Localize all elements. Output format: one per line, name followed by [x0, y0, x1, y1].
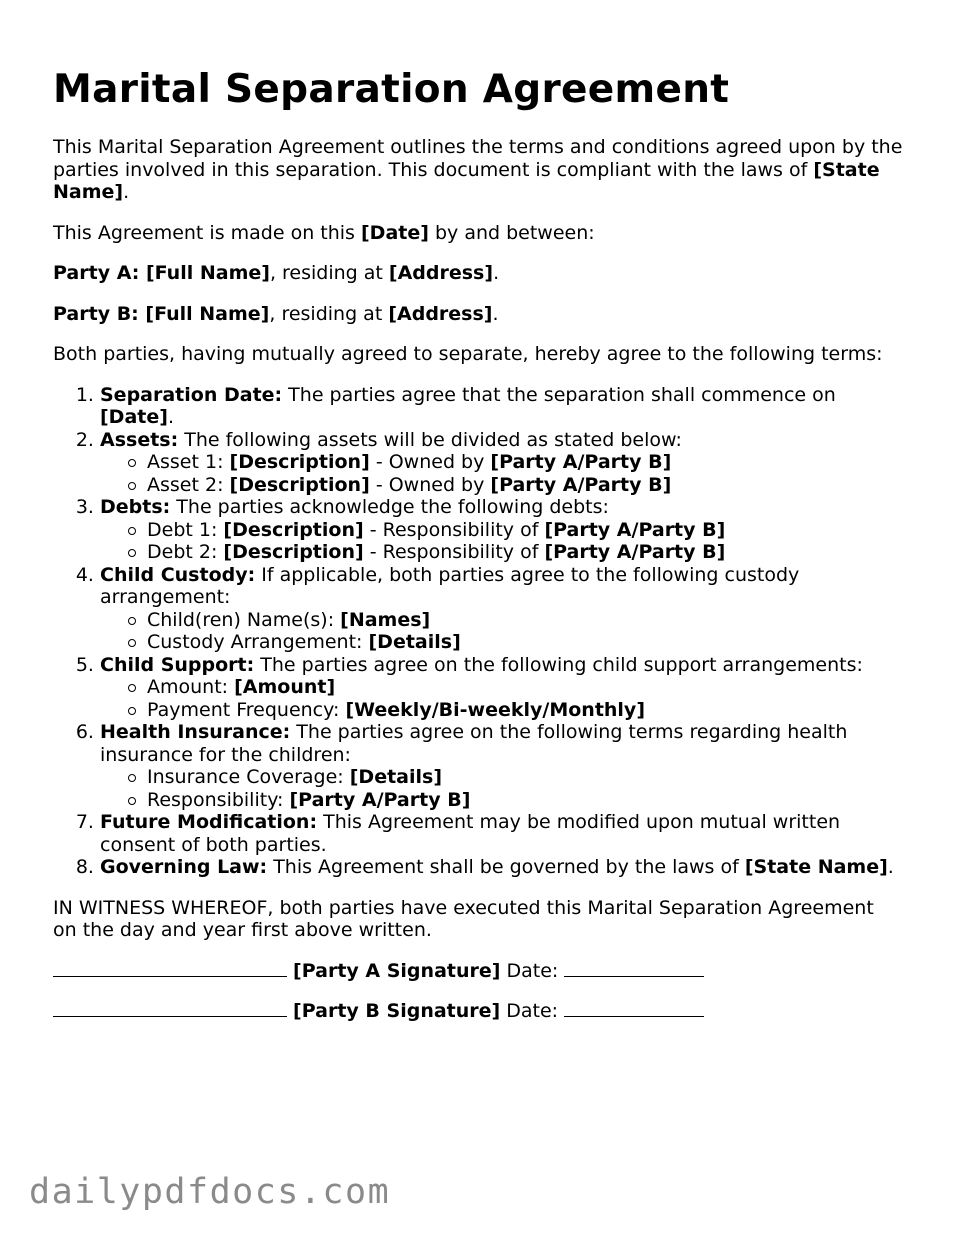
date-label: Date:: [506, 959, 559, 982]
party-b-signature-label: [Party B Signature]: [293, 1000, 501, 1022]
witness-paragraph: IN WITNESS WHEREOF, both parties have executed this Marital Separation Agreement on the day and year first above written.: [53, 896, 874, 941]
party-b-address: [Address]: [388, 302, 493, 325]
term-separation-date: 1. Separation Date: The parties agree that the separation shall commence on [Date].: [100, 384, 903, 429]
document-page: [53, 66, 903, 1041]
party-a-signature-row: [53, 960, 903, 983]
page-title: Marital Separation Agreement: [53, 67, 730, 112]
support-sublist: [100, 676, 903, 721]
term-assets: 2. Assets: The following assets will be divided as stated below: Asset 1: [Description] - Owned by [Party A/Party B] Asset 2: [Description] - Owned by [Party A/Party B]: [100, 429, 903, 497]
term-child-support: 5. Child Support: The parties agree on the following child support arrangements: Amount: [Amount] Payment Frequency: [Weekly/Bi-weekly/Monthly]: [100, 654, 903, 722]
party-a-date-line[interactable]: [564, 975, 704, 977]
list-item: Responsibility: [Party A/Party B]: [127, 789, 903, 812]
terms-intro: Both parties, having mutually agreed to separate, hereby agree to the following terms:: [53, 343, 883, 365]
intro-text: This Marital Separation Agreement outlines the terms and conditions agreed upon by the parties involved in this separation. This document is compliant with the laws of: [53, 136, 903, 181]
party-a-label: Party A: [Full Name]: [53, 262, 270, 284]
term-governing-law: 8. Governing Law: This Agreement shall be governed by the laws of [State Name].: [100, 856, 903, 879]
list-item: Insurance Coverage: [Details]: [127, 766, 903, 789]
intro-paragraph: This Marital Separation Agreement outlines the terms and conditions agreed upon by the parties involved in this separation. This document is compliant with the laws of [State Name].: [53, 136, 903, 203]
health-sublist: [100, 766, 903, 811]
date-label: Date:: [506, 1000, 559, 1022]
party-a-signature-line[interactable]: [53, 975, 287, 977]
list-item: Asset 2: [Description] - Owned by [Party A/Party B]: [127, 474, 903, 497]
watermark: dailypdfdocs.com: [29, 1172, 391, 1212]
party-a-signature-label: [Party A Signature]: [293, 959, 501, 982]
assets-sublist: [100, 451, 903, 496]
custody-sublist: [100, 609, 903, 654]
term-health-insurance: 6. Health Insurance: The parties agree on the following terms regarding health insurance for the children: Insurance Coverage: [Details] Responsibility: [Party A/Party B]: [100, 721, 903, 811]
party-b-date-line[interactable]: [564, 1015, 704, 1017]
intro-state-placeholder: [State Name]: [53, 158, 880, 203]
list-item: Payment Frequency: [Weekly/Bi-weekly/Monthly]: [127, 699, 903, 722]
party-b-signature-line[interactable]: [53, 1015, 287, 1017]
list-item: Amount: [Amount]: [127, 676, 903, 699]
term-future-modification: 7. Future Modification: This Agreement may be modified upon mutual written consent of both parties.: [100, 811, 903, 856]
list-item: Custody Arrangement: [Details]: [127, 631, 903, 654]
debts-sublist: [100, 519, 903, 564]
list-item: Child(ren) Name(s): [Names]: [127, 609, 903, 632]
term-child-custody: 4. Child Custody: If applicable, both parties agree to the following custody arrangement: Child(ren) Name(s): [Names] Custody Arrangement: [Details]: [100, 564, 903, 654]
agreement-date-placeholder: [Date]: [361, 221, 429, 244]
agreement-date-paragraph: This Agreement is made on this [Date] by and between:: [53, 221, 595, 244]
list-item: Debt 2: [Description] - Responsibility of [Party A/Party B]: [127, 541, 903, 564]
party-b-signature-row: [53, 1000, 903, 1023]
party-b-paragraph: Party B: [Full Name], residing at [Address].: [53, 302, 499, 325]
party-b-label: Party B: [Full Name]: [53, 302, 270, 325]
party-a-address: [Address]: [388, 262, 494, 284]
party-a-paragraph: Party A: [Full Name], residing at [Address].: [53, 262, 500, 284]
list-item: Debt 1: [Description] - Responsibility of [Party A/Party B]: [127, 519, 903, 542]
term-debts: 3. Debts: The parties acknowledge the following debts: Debt 1: [Description] - Responsibility of [Party A/Party B] Debt 2: [Description] - Responsibility of [Party A/Party B]: [100, 496, 903, 564]
terms-list: [53, 384, 903, 879]
list-item: Asset 1: [Description] - Owned by [Party A/Party B]: [127, 451, 903, 474]
